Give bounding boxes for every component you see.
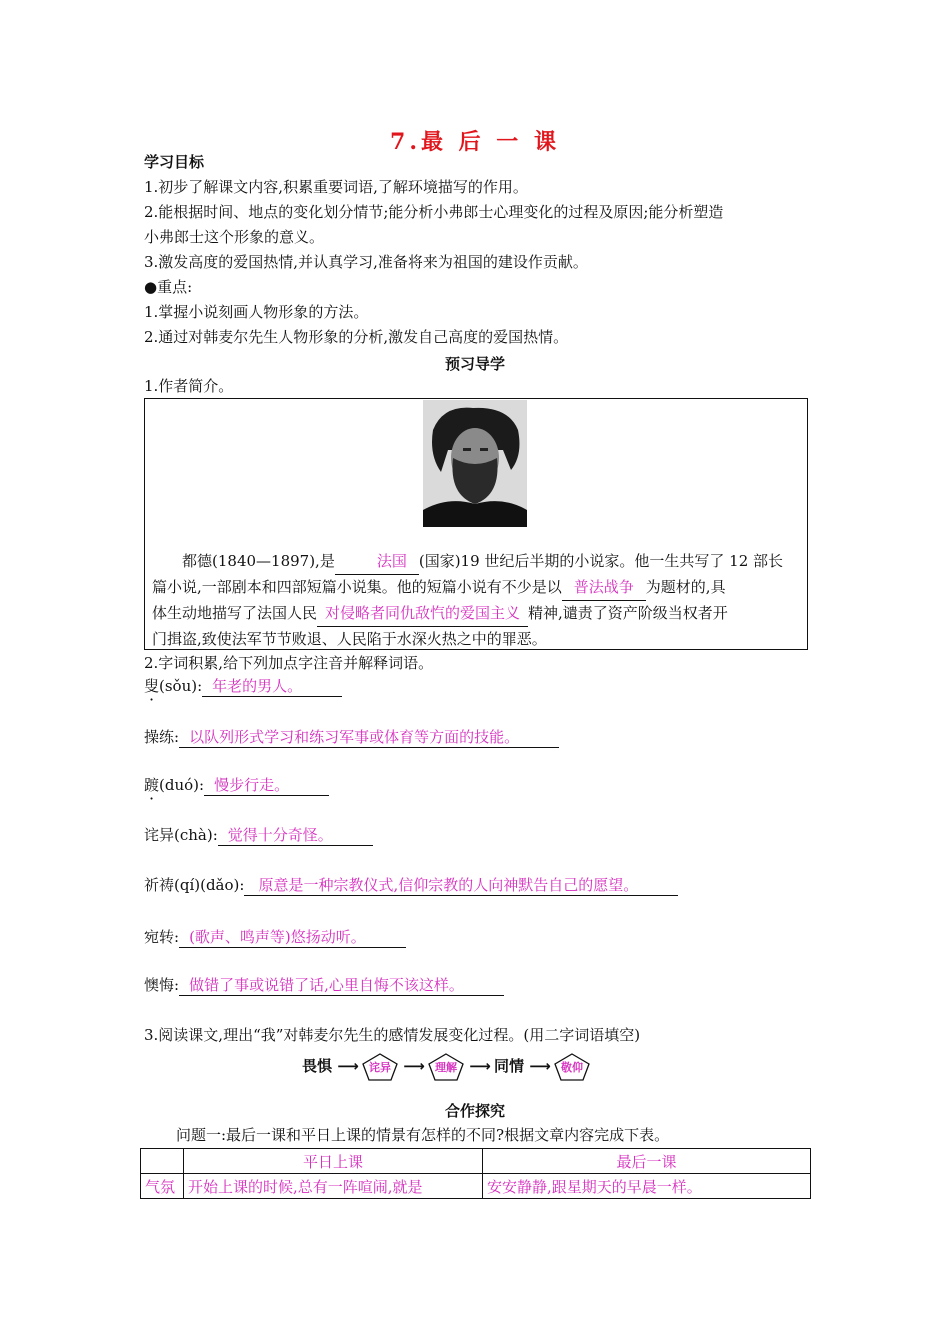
vocab-term: 叟(sǒu): · <box>144 677 202 695</box>
section-heading-preview: 预习导学 <box>444 355 505 373</box>
vocab-item <box>144 775 329 796</box>
vocab-item <box>144 927 406 948</box>
table-row <box>141 1174 811 1199</box>
flow-answer-2: 理解 <box>434 1060 457 1074</box>
question-1: 问题一:最后一课和平日上课的情景有怎样的不同?根据文章内容完成下表。 <box>176 1126 670 1144</box>
table-corner-cell <box>141 1149 184 1174</box>
pentagon-box <box>554 1053 590 1081</box>
answer-country: 法国 <box>335 549 419 575</box>
section-heading-coop: 合作探究 <box>444 1102 505 1120</box>
flow-answer-1: 诧异 <box>369 1060 391 1074</box>
vocab-term: 操练: <box>144 728 180 746</box>
vocab-answer: 年老的男人。 <box>202 676 342 697</box>
vocab-answer: 原意是一种宗教仪式,信仰宗教的人向神默告自己的愿望。 <box>244 875 678 896</box>
goal-1: 1.初步了解课文内容,积累重要词语,了解环境描写的作用。 <box>144 178 528 196</box>
author-intro-label: 1.作者简介。 <box>144 377 234 395</box>
answer-spirit: 对侵略者同仇敌忾的爱国主义 <box>317 601 528 627</box>
arrow-icon: ⟶ <box>337 1057 357 1075</box>
author-text: 门揖盗,致使法军节节败退、人民陷于水深火热之中的罪恶。 <box>152 630 547 648</box>
pentagon-box <box>362 1053 398 1081</box>
vocab-answer: 慢步行走。 <box>204 775 329 796</box>
goal-3: 3.激发高度的爱国热情,并认真学习,准备将来为祖国的建设作贡献。 <box>144 253 588 271</box>
flow-step-1: 畏惧 <box>302 1057 333 1075</box>
key-point-1: 1.掌握小说刻画人物形象的方法。 <box>144 303 369 321</box>
key-point-2: 2.通过对韩麦尔先生人物形象的分析,激发自己高度的爱国热情。 <box>144 328 569 346</box>
vocab-answer: 以队列形式学习和练习军事或体育等方面的技能。 <box>179 727 559 748</box>
author-text: 都德(1840—1897),是 <box>182 552 335 570</box>
arrow-icon: ⟶ <box>403 1057 423 1075</box>
pentagon-box <box>428 1053 464 1081</box>
arrow-icon: ⟶ <box>469 1057 489 1075</box>
table-header: 平日上课 <box>184 1149 483 1174</box>
table-header: 最后一课 <box>483 1149 811 1174</box>
goal-2: 2.能根据时间、地点的变化划分情节;能分析小弗郎士心理变化的过程及原因;能分析塑造 <box>144 203 724 221</box>
emotion-flow <box>302 1052 590 1081</box>
author-portrait <box>423 400 527 527</box>
author-text: (国家)19 世纪后半期的小说家。他一生共写了 12 部长 <box>418 552 784 570</box>
vocab-item <box>144 975 504 996</box>
vocab-term: 宛转: <box>144 928 180 946</box>
vocab-term: 懊悔: <box>144 976 180 994</box>
section-heading-goals: 学习目标 <box>144 153 205 171</box>
table-cell: 安安静静,跟星期天的早晨一样。 <box>483 1174 811 1199</box>
author-text: 为题材的,具 <box>645 578 726 596</box>
vocab-label: 2.字词积累,给下列加点字注音并解释词语。 <box>144 654 434 672</box>
vocab-term: 踱(duó): · <box>144 776 204 794</box>
answer-war: 普法战争 <box>562 575 646 601</box>
arrow-icon: ⟶ <box>529 1057 549 1075</box>
vocab-item <box>144 676 342 697</box>
vocab-item <box>144 825 373 846</box>
vocab-item <box>144 727 559 748</box>
vocab-answer: 觉得十分奇怪。 <box>218 825 373 846</box>
table-cell: 开始上课的时候,总有一阵喧闹,就是 <box>184 1174 483 1199</box>
flow-step-2: 同情 <box>493 1057 524 1075</box>
vocab-answer: (歌声、鸣声等)悠扬动听。 <box>179 927 406 948</box>
comparison-table <box>140 1148 811 1199</box>
author-text: 篇小说,一部剧本和四部短篇小说集。他的短篇小说有不少是以 <box>152 578 562 596</box>
author-paragraph <box>152 549 802 652</box>
author-text: 体生动地描写了法国人民 <box>152 604 318 622</box>
emotion-label: 3.阅读课文,理出“我”对韩麦尔先生的感情发展变化过程。(用二字词语填空) <box>144 1026 641 1044</box>
vocab-term: 祈祷(qí)(dǎo): <box>144 876 245 894</box>
page-title: 7.最 后 一 课 <box>390 129 560 155</box>
table-header-row <box>141 1149 811 1174</box>
table-row-label: 气氛 <box>141 1174 184 1199</box>
key-points-label: ●重点: <box>144 278 193 296</box>
vocab-item <box>144 875 678 896</box>
author-text: 精神,谴责了资产阶级当权者开 <box>528 604 728 622</box>
flow-answer-3: 敬仰 <box>560 1060 583 1074</box>
vocab-answer: 做错了事或说错了话,心里自悔不该这样。 <box>179 975 504 996</box>
vocab-term: 诧异(chà): <box>144 826 218 844</box>
goal-2-cont: 小弗郎士这个形象的意义。 <box>144 228 325 246</box>
